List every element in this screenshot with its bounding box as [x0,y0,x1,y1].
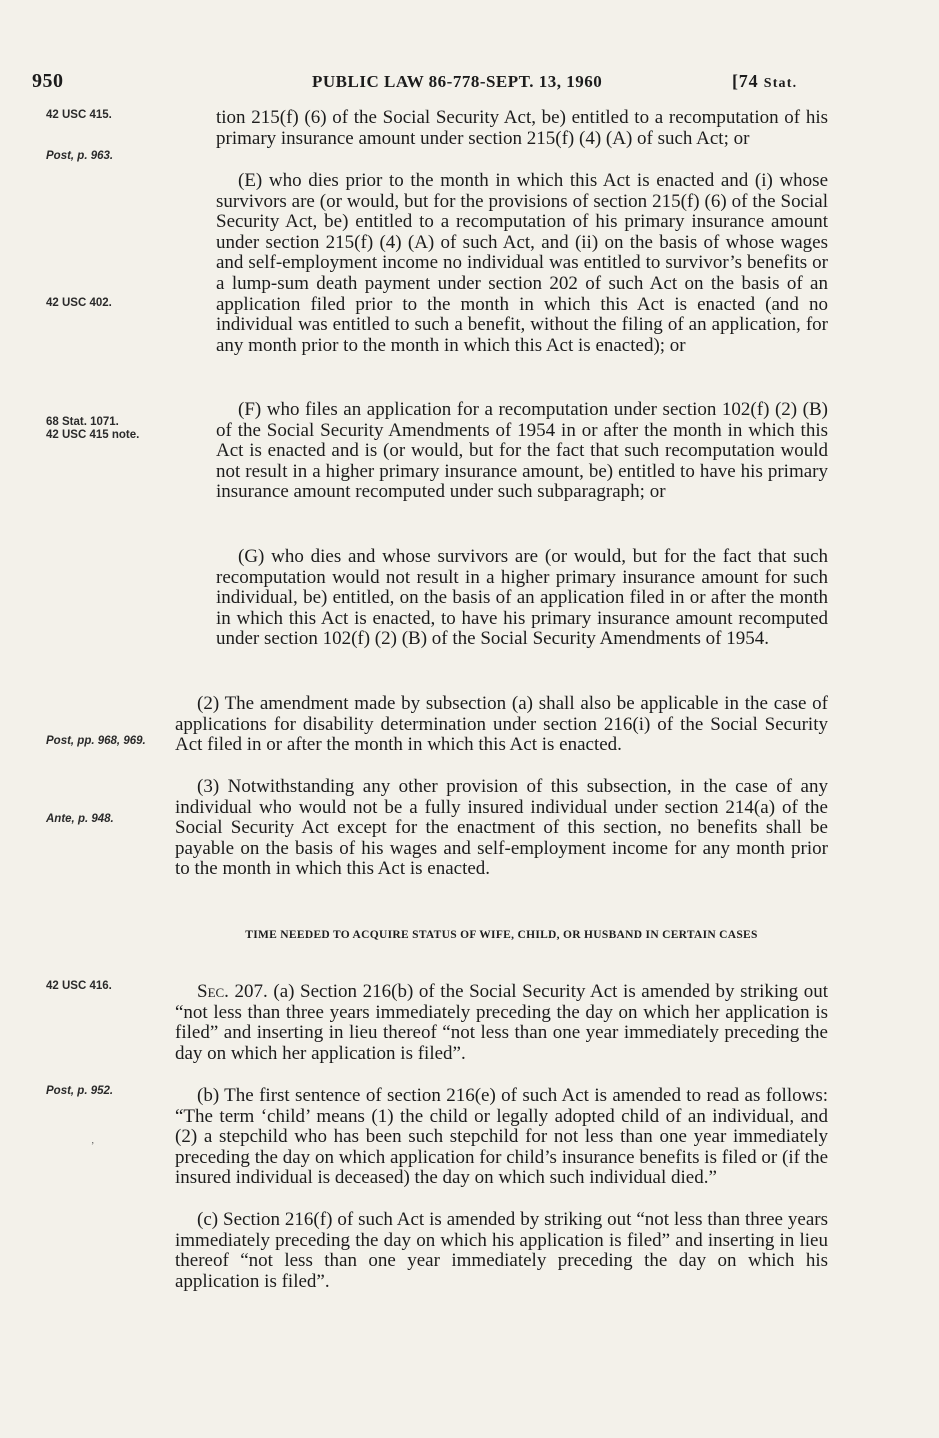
paragraph-subsection-3: (3) Notwithstanding any other provision of this subsection, in the case of any individual who would not be a fully insured individual under section 214(a) of the Social Security Act except for the enactment of this section, no benefits shall be payable on the basis of his wages and self-employment income for any month prior to the month in which this Act is enacted. [175,776,828,880]
margin-note: 68 Stat. 1071. [46,416,119,428]
paragraph-continuation: tion 215(f) (6) of the Social Security Act, be) entitled to a recomputation of his primary insurance amount under section 215(f) (4) (A) of such Act; or [216,107,828,149]
running-header [32,70,829,96]
page-number: 950 [32,70,64,92]
margin-note: Post, p. 952. [46,1085,114,1097]
statute-label: Stat. [763,76,798,91]
margin-note: 42 USC 402. [46,297,112,309]
margin-note: 42 USC 415. [46,109,112,121]
section-heading: TIME NEEDED TO ACQUIRE STATUS OF WIFE, CHILD, OR HUSBAND IN CERTAIN CASES [245,929,758,941]
running-title: PUBLIC LAW 86-778-SEPT. 13, 1960 [312,72,603,91]
paragraph-clause-g: (G) who dies and whose survivors are (or would, but for the fact that such recomputation would not result in a higher primary insurance amount for such individual, be) entitled, on the basis of an application filed in or after the month in which this Act is enacted, to have his primary insurance amount recomputed under section 102(f) (2) (B) of the Social Security Amendments of 1954. [216,546,828,650]
paragraph-clause-f: (F) who files an application for a recomputation under section 102(f) (2) (B) of the Social Security Amendments of 1954 in or after the month in which this Act is enacted and is (or would, but for the fact that such recomputation would not result in a higher primary insurance amount, be) entitled to have his primary insurance amount recomputed under such subparagraph; or [216,399,828,503]
margin-note: 42 USC 416. [46,980,112,992]
margin-note: Post, p. 963. [46,150,114,162]
paragraph-clause-e: (E) who dies prior to the month in which this Act is enacted and (i) whose survivors are (or would, but for the provisions of section 215(f) (6) of the Social Security Act, be) entitled to a recomputation of his primary insurance amount under section 215(f) (4) (A) of such Act, and (ii) on the basis of whose wages and self-employment income no individual was entitled to survivor’s benefits or a lump-sum death payment under section 202 of such Act on the basis of an application filed prior to the month in which this Act is enacted (and no individual was entitled to such a benefit, without the filing of an application, for any month prior to the month in which this Act is enacted); or [216,170,828,356]
section-number: Sec. 207. [197,981,268,1002]
statute-reference [732,71,797,92]
section-207-b: (b) The first sentence of section 216(e) of such Act is amended to read as follows: “The term ‘child’ means (1) the child or legally adopted child of an individual, and (2) a stepchild who has been such stepchild for not less than one year immediately preceding the day on which application for child’s insurance benefits is filed or (if the insured individual is deceased) the day on which such individual died.” [175,1085,828,1189]
margin-note: Post, pp. 968, 969. [46,735,146,747]
paragraph-subsection-2: (2) The amendment made by subsection (a) shall also be applicable in the case of applications for disability determination under section 216(i) of the Social Security Act filed in or after the month in which this Act is enacted. [175,693,828,756]
ink-speck: ’ [91,1141,95,1152]
statute-bracket: [74 [732,71,764,91]
section-207-a-text: (a) Section 216(b) of the Social Security Act is amended by striking out “not less than three years immediately preceding the day on which her application is filed” and inserting in lieu thereof “not less than one year immediately preceding the day on which her application is filed”. [175,981,828,1064]
section-207-a [175,982,828,1064]
margin-note: Ante, p. 948. [46,813,114,825]
section-207-c: (c) Section 216(f) of such Act is amended by striking out “not less than three years immediately preceding the day on which his application is filed” and inserting in lieu thereof “not less than one year immediately preceding the day on which his application is filed”. [175,1209,828,1292]
margin-note: 42 USC 415 note. [46,429,140,441]
